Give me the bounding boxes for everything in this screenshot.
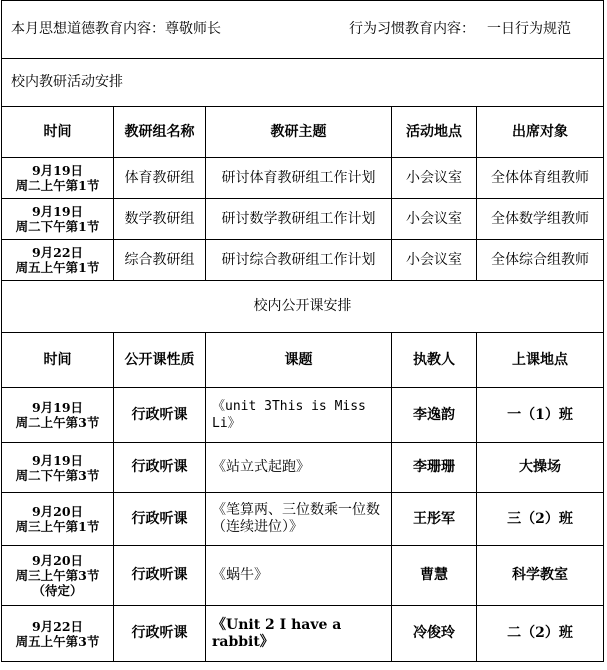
column-header: 执教人: [392, 333, 477, 388]
table-row: 9月19日 周二下午第1节 数学教研组 研讨数学教研组工作计划 小会议室 全体数学组教师: [2, 199, 604, 240]
table-row: 9月20日 周三上午第1节 行政听课 《笔算两、三位数乘一位数（连续进位）》 王彤军 三（2）班: [2, 493, 604, 546]
column-header: 课题: [206, 333, 392, 388]
open-class-section-title: 校内公开课安排: [2, 281, 604, 333]
table-row: 9月20日 周三上午第3节 （待定） 行政听课 《蜗牛》 曹慧 科学教室: [2, 546, 604, 606]
column-header: 上课地点: [477, 333, 604, 388]
habit-education: 行为习惯教育内容： 一日行为规范: [349, 21, 572, 37]
schedule-table: [1, 0, 604, 662]
column-header: 时间: [2, 107, 114, 158]
column-header: 教研组名称: [114, 107, 206, 158]
research-section-title: 校内教研活动安排: [2, 59, 604, 107]
column-header: 时间: [2, 333, 114, 388]
column-header: 公开课性质: [114, 333, 206, 388]
table-row: 9月19日 周二上午第3节 行政听课 《unit 3This is Miss Li》 李逸韵 一（1）班: [2, 388, 604, 443]
table-row: 9月22日 周五上午第1节 综合教研组 研讨综合教研组工作计划 小会议室 全体综合组教师: [2, 240, 604, 281]
moral-education: 本月思想道德教育内容：尊敬师长: [11, 21, 221, 37]
table-row: 9月22日 周五上午第3节 行政听课 《Unit 2 I have a rabbit》 冷俊玲 二（2）班: [2, 606, 604, 662]
table-row: 9月19日 周二上午第1节 体育教研组 研讨体育教研组工作计划 小会议室 全体体育组教师: [2, 158, 604, 199]
column-header: 活动地点: [392, 107, 477, 158]
column-header: 教研主题: [206, 107, 392, 158]
column-header: 出席对象: [477, 107, 604, 158]
table-row: 9月19日 周二下午第3节 行政听课 《站立式起跑》 李珊珊 大操场: [2, 443, 604, 493]
open-class-header-row: [2, 333, 604, 388]
research-header-row: [2, 107, 604, 158]
header-row: [2, 1, 604, 59]
